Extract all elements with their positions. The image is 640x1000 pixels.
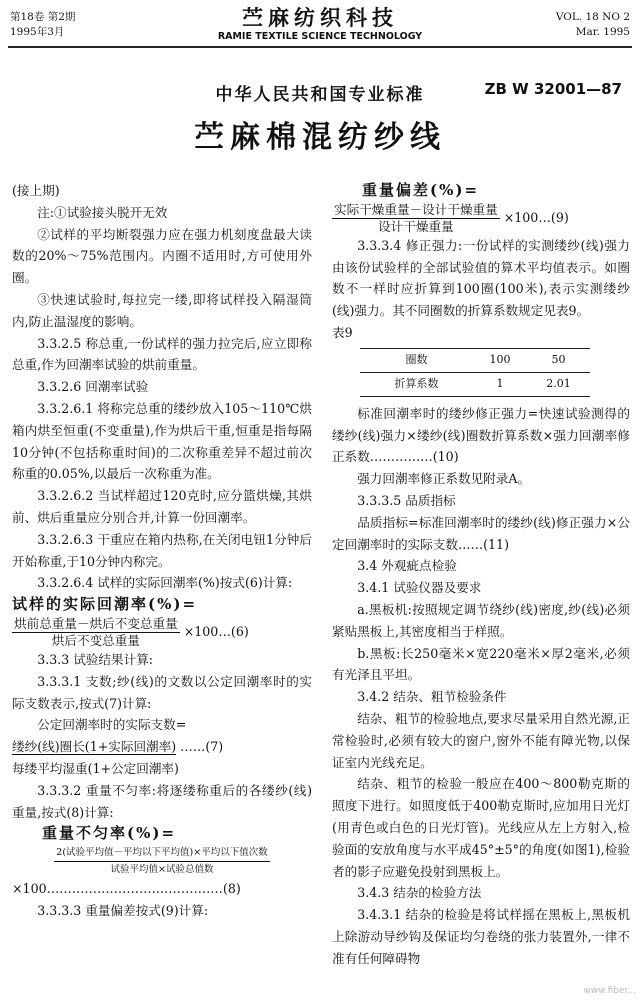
formula-6-numerator: 烘前总重量－烘后不变总重量 [14,615,178,631]
table-cell: 100 [473,348,527,372]
formula-8-fraction [12,845,312,878]
heading-3326: 3.3.2.6 回潮率试验 [37,379,149,395]
heading-34: 3.4 外观疵点检验 [357,558,457,574]
table-cell: 折算系数 [360,372,473,396]
formula-7-tail: ……(7) [180,739,224,755]
formula-9 [332,202,630,235]
formula-6-fraction [12,616,180,649]
journal-title-en: RAMIE TEXTILE SCIENCE TECHNOLOGY [217,31,423,42]
left-column [12,180,312,922]
table-cell: 1 [473,372,527,396]
formula-6 [12,616,312,649]
paragraph-3331: 3.3.3.1 支数;纱(线)的文数以公定回潮率时的实际支数表示,按式(7)计算: [12,673,312,711]
paragraph-3332: 3.3.3.2 重量不匀率:将逐缕称重后的各缕纱(线)重量,按式(8)计算: [12,782,312,820]
header-center [158,6,482,44]
heading-341: 3.4.1 试验仪器及要求 [357,580,482,596]
heading-3335: 3.3.3.5 品质指标 [357,492,456,508]
item-a: a.黑板机:按照规定调节绕纱(线)密度,纱(线)必须紧贴黑板上,其密度相当于样照。 [332,601,630,639]
formula-8-tail: ×100……………………………………(8) [12,881,241,897]
formula-8-numerator: 2(试验平均值－平均以下平均值)×平均以下值次数 [54,845,269,862]
paragraph-3333: 3.3.3.3 重量偏差按式(9)计算: [37,902,209,918]
paragraph-33263: 3.3.2.6.3 干重应在箱内热称,在关闭电钮1分钟后开始称重,于10分钟内称完。 [12,531,312,569]
formula-10: 标准回潮率时的缕纱修正强力=快速试验测得的缕纱(线)强力×缕纱(线)圈数折算系数×强力回潮率修正系数……………(10) [332,405,630,465]
paragraph-3334: 3.3.3.4 修正强力:一份试样的实测缕纱(线)强力由该份试验样的全部试验值的算术平均值表示。如圈数不一样时应折算到100圈(100米),表示实测缕纱(线)强力。其不同圈数的折算系数规定见表9。 [332,237,630,319]
journal-title-cn: 苎麻纺织科技 [242,5,398,30]
note-2: ②试样的平均断裂强力应在强力机刻度盘最大读数的20%～75%范围内。内圈不适用时,方可使用外圈。 [12,226,312,286]
formula-9-numerator: 实际干燥重量－设计干燥重量 [334,201,498,217]
heading-343: 3.4.3 结杂的检验方法 [357,885,482,901]
heading-333: 3.3.3 试验结果计算: [37,651,154,667]
note-1: 注:①试验接头脱开无效 [37,204,168,220]
formula-7-numerator-line [12,736,312,758]
formula-8-denominator: 试验平均值×试验总值数 [110,864,214,876]
standard-code: ZB W 32001—87 [484,80,622,98]
paragraph-33264: 3.3.2.6.4 试样的实际回潮率(%)按式(6)计算: [37,575,293,591]
document-title: 苎麻棉混纺纱线 [194,120,446,155]
appendix-note: 强力回潮率修正系数见附录A。 [357,471,531,487]
formula-6-denominator: 烘后不变总重量 [51,632,140,648]
formula-8-lhs: 重量不匀率(%)= [42,824,177,843]
date-cn: 1995年3月 [10,26,65,38]
paragraph-33262: 3.3.2.6.2 当试样超过120克时,应分篮烘燥,其烘前、烘后重量应分别合并,计算一份回潮率。 [12,488,312,525]
paragraph-3431: 3.4.3.1 结杂的检验是将试样摇在黑板上,黑板机上除游动导纱钩及保证均匀卷绕的张力装置外,一律不准有任何障碍物 [332,907,630,966]
note-3: ③快速试验时,每拉完一缕,即将试样投入隔湿筒内,防止温湿度的影响。 [12,291,312,329]
formula-9-fraction [332,202,500,235]
standard-heading: 中华人民共和国专业标准 [215,85,425,105]
paragraph-3325: 3.3.2.5 称总重,一份试样的强力拉完后,应立即称总重,作为回潮率试验的烘前重量。 [12,335,312,373]
table-cell: 圈数 [360,348,473,372]
watermark: www.fiber... [583,986,636,996]
heading-342: 3.4.2 结杂、粗节检验条件 [357,689,507,705]
table-row [360,372,590,396]
formula-11: 品质指标=标准回潮率时的缕纱(线)修正强力×公定回潮率时的实际支数……(11) [332,514,630,552]
date-en: Mar. 1995 [575,26,630,38]
journal-header [8,4,632,48]
paragraph-342b: 结杂、粗节的检验一般应在400～800勒克斯的照度下进行。如照度低于400勒克斯时,应加用日光灯(用青色或白色的日光灯管)。光线应从左上方射入,检验面的安放角度与水平成45°±5°的角度(如图1),检验者的影子应避免投射到黑板上。 [332,776,630,879]
paragraph-342a: 结杂、粗节的检验地点,要求尽量采用自然光源,正常检验时,必须有较大的窗户,窗外不能有障光物,以保证室内光线充足。 [332,710,630,770]
volume-en: VOL. 18 NO 2 [555,11,630,23]
formula-7-numerator: 缕纱(线)圈长(1+实际回潮率) [12,739,177,755]
table-row [360,348,590,372]
formula-9-tail: ×100…(9) [503,209,569,225]
formula-6-tail: ×100…(6) [183,623,249,639]
table-9 [360,348,590,397]
header-right [556,10,630,40]
table-cell: 2.01 [527,372,590,396]
formula-6-lhs: 试样的实际回潮率(%)= [12,595,198,614]
continued-note: (接上期) [12,183,60,198]
item-b: b.黑板:长250毫米×宽220毫米×厚2毫米,必须有光泽且平坦。 [332,645,630,683]
formula-7-denominator: 每缕平均湿重(1+公定回潮率) [12,760,179,776]
header-left [10,10,75,40]
table-cell: 50 [527,348,590,372]
formula-9-lhs: 重量偏差(%)= [362,181,480,199]
right-column [332,180,630,970]
volume-cn: 第18卷 第2期 [10,11,76,23]
formula-7-lhs: 公定回潮率时的实际支数= [37,717,187,733]
table-9-title: 表9 [332,324,353,340]
formula-9-denominator: 设计干燥重量 [378,218,454,234]
paragraph-33261: 3.3.2.6.1 将称完总重的缕纱放入105～110℃烘箱内烘至恒重(不变重量),作为烘后干重,恒重是指每隔10分钟(不包括称重时间)的二次称重差异不超过前次称重的0.05%,以最后一次称重为准。 [12,400,312,482]
